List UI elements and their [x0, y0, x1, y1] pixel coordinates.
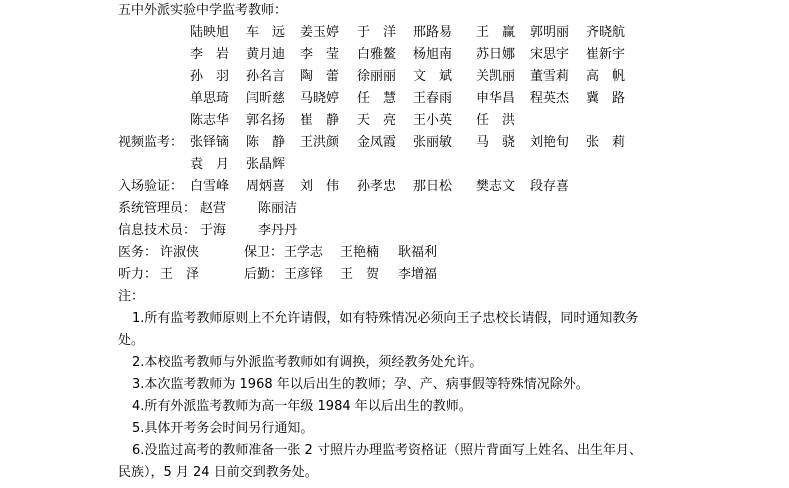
teacher-name: 闫昕慈 [246, 91, 286, 106]
teacher-name: 郭名扬 [246, 113, 286, 128]
entry-name: 白雪峰 [190, 179, 230, 194]
teacher-name: 徐丽丽 [357, 69, 397, 84]
teacher-name: 宋思宇 [530, 47, 570, 62]
teacher-name: 申华昌 [476, 91, 516, 106]
video-name: 张丽敏 [413, 135, 453, 150]
entry-name: 孙孝忠 [357, 179, 397, 194]
logistics-name: 王 贺 [340, 267, 380, 282]
it-row [0, 220, 789, 242]
note-item: 5.具体开考务会时间另行通知。 [132, 421, 314, 436]
it-label: 信息技术员： [118, 223, 197, 238]
video-name: 王洪颜 [300, 135, 340, 150]
video-name: 陈 静 [246, 135, 286, 150]
listening-name: 王 泽 [160, 267, 200, 282]
sysadmin-name: 赵营 [200, 201, 227, 216]
notes-label: 注： [118, 289, 145, 304]
teacher-name: 马晓婷 [300, 91, 340, 106]
teacher-name: 董雪莉 [530, 69, 570, 84]
teacher-name: 齐晓航 [586, 25, 626, 40]
sysadmin-row [0, 198, 789, 220]
teacher-name: 李 莹 [300, 47, 340, 62]
teacher-name: 苏日娜 [476, 47, 516, 62]
sysadmin-label: 系统管理员： [118, 201, 197, 216]
teacher-name: 文 斌 [413, 69, 453, 84]
security-name: 王学志 [284, 245, 324, 260]
it-name: 于海 [200, 223, 227, 238]
medical-security-row [0, 242, 789, 264]
security-name: 耿福利 [398, 245, 438, 260]
security-name: 王艳楠 [340, 245, 380, 260]
teacher-name: 崔 静 [300, 113, 340, 128]
teacher-name: 高 帆 [586, 69, 626, 84]
video-name: 张 莉 [586, 135, 626, 150]
entry-label: 入场验证： [118, 179, 184, 194]
video-row-2 [0, 154, 789, 176]
section-title: 五中外派实验中学监考教师： [118, 3, 288, 18]
video-name: 刘艳旬 [530, 135, 570, 150]
teacher-name: 王小英 [413, 113, 453, 128]
teacher-name: 王 赢 [476, 25, 516, 40]
entry-name: 樊志文 [476, 179, 516, 194]
teacher-name: 陈志华 [190, 113, 230, 128]
entry-name: 那日松 [413, 179, 453, 194]
listening-logistics-row [0, 264, 789, 286]
logistics-name: 王彦铎 [284, 267, 324, 282]
teacher-name: 关凯丽 [476, 69, 516, 84]
entry-row [0, 176, 789, 198]
listening-label: 听力： [118, 267, 158, 282]
video-name: 张铎镝 [190, 135, 230, 150]
entry-name: 段存喜 [530, 179, 570, 194]
logistics-name: 李增福 [398, 267, 438, 282]
teacher-name: 黄月迪 [246, 47, 286, 62]
teacher-name: 姜玉婷 [300, 25, 340, 40]
video-name: 金凤霞 [357, 135, 397, 150]
teacher-name: 崔新宇 [586, 47, 626, 62]
logistics-label: 后勤： [244, 267, 284, 282]
sysadmin-name: 陈丽洁 [258, 201, 298, 216]
teacher-name: 李 岩 [190, 47, 230, 62]
note-item-continued: 处。 [118, 333, 145, 348]
note-item: 4.所有外派监考教师为高一年级 1984 年以后出生的教师。 [132, 399, 472, 414]
video-name: 张晶辉 [246, 157, 286, 172]
teacher-name: 任 慧 [357, 91, 397, 106]
teacher-name: 单思琦 [190, 91, 230, 106]
note-item-continued: 民族），5 月 24 日前交到教务处。 [118, 465, 318, 480]
entry-name: 周炳喜 [246, 179, 286, 194]
medical-label: 医务： [118, 245, 158, 260]
note-item: 1.所有监考教师原则上不允许请假，如有特殊情况必须向王子忠校长请假，同时通知教务 [132, 311, 639, 326]
teacher-name: 白雅鳌 [357, 47, 397, 62]
it-name: 李丹丹 [258, 223, 298, 238]
teacher-name: 陆映旭 [190, 25, 230, 40]
security-label: 保卫： [244, 245, 284, 260]
teacher-name: 任 洪 [476, 113, 516, 128]
video-label: 视频监考： [118, 135, 184, 150]
teacher-name: 孙 羽 [190, 69, 230, 84]
teacher-name: 孙名言 [246, 69, 286, 84]
teacher-name: 天 亮 [357, 113, 397, 128]
teacher-name: 程英杰 [530, 91, 570, 106]
note-item: 3.本次监考教师为 1968 年以后出生的教师；孕、产、病事假等特殊情况除外。 [132, 377, 589, 392]
teacher-name: 王春雨 [413, 91, 453, 106]
teacher-name: 邢路易 [413, 25, 453, 40]
teacher-name: 车 远 [246, 25, 286, 40]
entry-name: 刘 伟 [300, 179, 340, 194]
teacher-name: 于 洋 [357, 25, 397, 40]
teacher-name: 杨旭南 [413, 47, 453, 62]
teacher-name: 陶 蕾 [300, 69, 340, 84]
video-name: 马 骁 [476, 135, 516, 150]
medical-name: 许淑侠 [160, 245, 200, 260]
note-item: 6.没监过高考的教师准备一张 2 寸照片办理监考资格证（照片背面写上姓名、出生年月、 [132, 443, 642, 458]
video-name: 袁 月 [190, 157, 230, 172]
teacher-name: 郭明丽 [530, 25, 570, 40]
note-item: 2.本校监考教师与外派监考教师如有调换，须经教务处允许。 [132, 355, 483, 370]
video-row [0, 132, 789, 154]
teacher-name: 冀 路 [586, 91, 626, 106]
